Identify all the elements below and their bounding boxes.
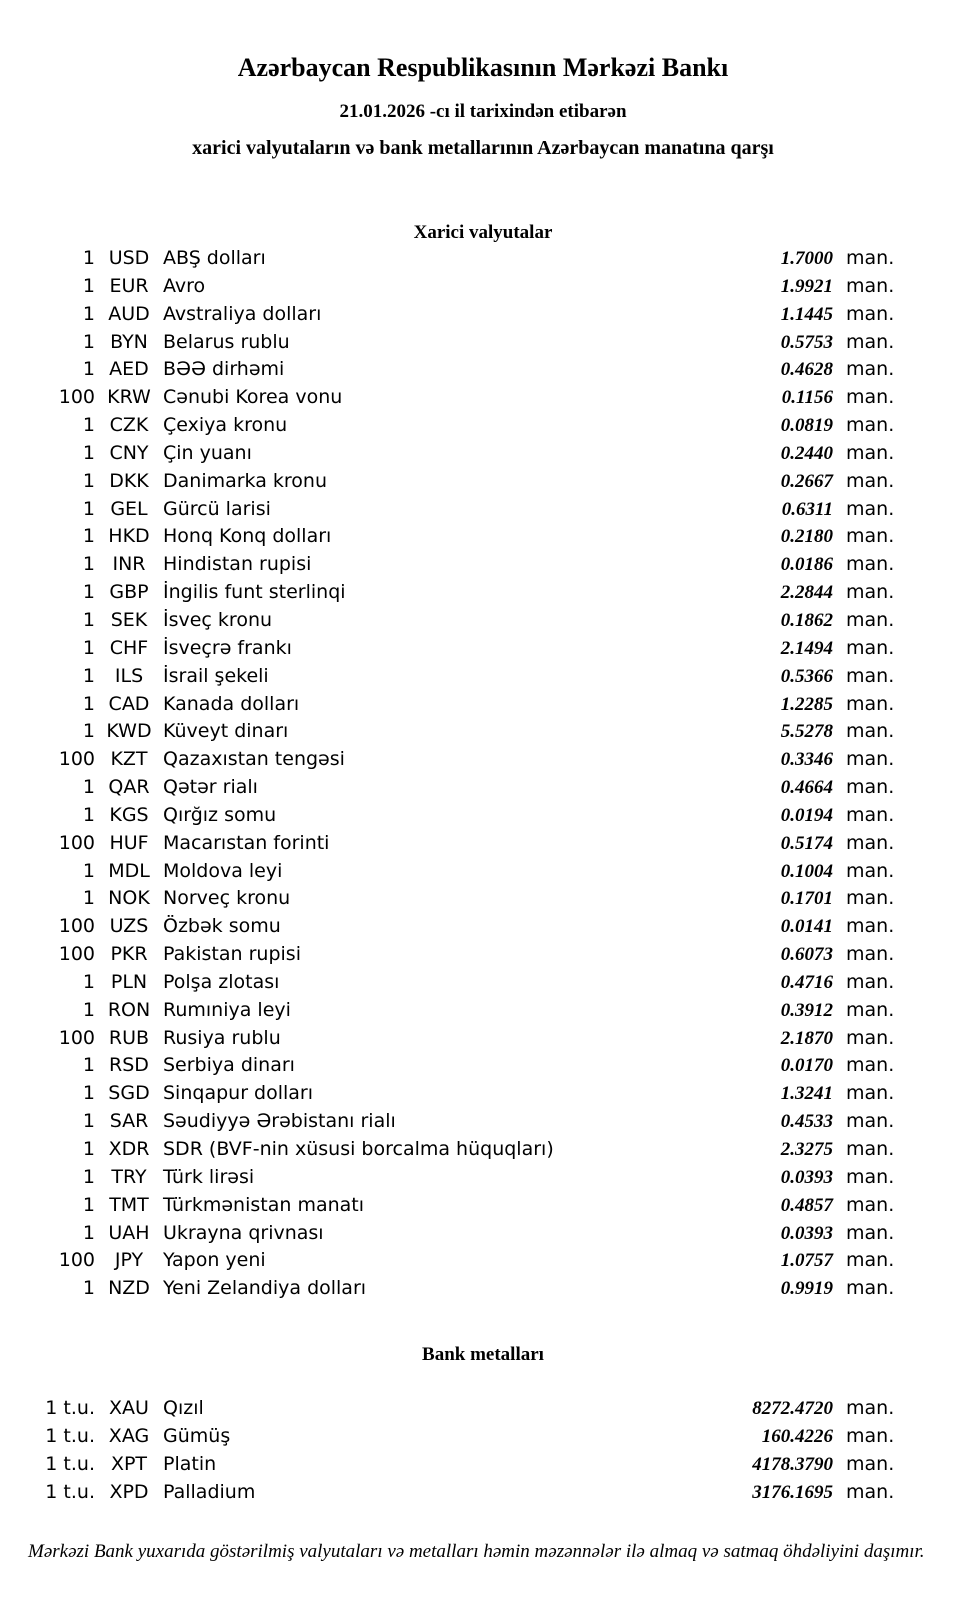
table-row <box>0 331 966 359</box>
quantity: 1 <box>82 720 95 743</box>
table-row <box>0 414 966 442</box>
quantity: 1 <box>82 497 95 520</box>
currency-name: Türk lirəsi <box>163 1165 255 1188</box>
quantity: 1 t.u. <box>45 1424 95 1447</box>
currency-code: XPD <box>109 1480 149 1503</box>
table-row <box>0 832 966 860</box>
currency-name: Avstraliya dolları <box>163 302 322 325</box>
currency-code: UAH <box>108 1221 150 1244</box>
table-row <box>0 1194 966 1222</box>
currency-name: Polşa zlotası <box>163 970 280 993</box>
unit-label: man. <box>846 386 895 409</box>
rate-value: 8272.4720 <box>752 1398 833 1420</box>
rate-value: 0.2440 <box>780 442 833 464</box>
currency-name: Norveç kronu <box>163 887 291 910</box>
quantity: 1 <box>82 1110 95 1133</box>
rate-value: 4178.3790 <box>752 1453 833 1475</box>
table-row <box>0 275 966 303</box>
currency-name: Serbiya dinarı <box>163 1054 295 1077</box>
currency-code: XPT <box>110 1452 148 1475</box>
currency-code: AED <box>109 358 149 381</box>
currencies-table <box>0 247 966 1305</box>
currency-code: KZT <box>110 748 148 771</box>
table-row <box>0 776 966 804</box>
currency-name: Özbək somu <box>163 915 281 938</box>
unit-label: man. <box>846 469 895 492</box>
quantity: 1 <box>82 636 95 659</box>
currency-code: AUD <box>108 302 150 325</box>
currency-code: EUR <box>109 274 149 297</box>
quantity: 1 <box>82 803 95 826</box>
currency-code: JPY <box>114 1249 144 1272</box>
table-row <box>0 693 966 721</box>
rate-value: 0.1862 <box>780 609 833 631</box>
quantity: 1 <box>82 776 95 799</box>
table-row <box>0 470 966 498</box>
currency-code: XAG <box>108 1424 150 1447</box>
currency-code: DKK <box>109 469 149 492</box>
currency-name: Çexiya kronu <box>163 414 288 437</box>
currency-name: Palladium <box>163 1480 256 1503</box>
table-row <box>0 943 966 971</box>
table-row <box>0 581 966 609</box>
currency-code: USD <box>108 247 150 269</box>
quantity: 1 <box>82 887 95 910</box>
table-row <box>0 665 966 693</box>
rate-value: 0.5174 <box>780 832 833 854</box>
table-row <box>0 971 966 999</box>
currency-code: SGD <box>108 1082 150 1105</box>
table-row <box>0 1277 966 1305</box>
currency-name: İngilis funt sterlinqi <box>163 581 346 604</box>
table-row <box>0 1397 966 1425</box>
unit-label: man. <box>846 692 895 715</box>
rate-value: 2.1494 <box>780 637 833 659</box>
unit-label: man. <box>846 1082 895 1105</box>
rate-value: 0.1156 <box>781 387 833 409</box>
currency-name: Yapon yeni <box>163 1249 266 1272</box>
currency-name: Moldova leyi <box>163 859 283 882</box>
table-row <box>0 1027 966 1055</box>
unit-label: man. <box>846 1480 895 1503</box>
unit-label: man. <box>846 998 895 1021</box>
currency-name: Macarıstan forinti <box>163 831 330 854</box>
table-row <box>0 358 966 386</box>
currency-name: Hindistan rupisi <box>163 553 312 576</box>
currency-code: RON <box>107 998 151 1021</box>
unit-label: man. <box>846 776 895 799</box>
currency-code: KRW <box>107 386 151 409</box>
currency-code: CAD <box>108 692 150 715</box>
quantity: 1 <box>82 608 95 631</box>
currency-code: HKD <box>108 525 150 548</box>
currency-name: Rusiya rublu <box>163 1026 281 1049</box>
unit-label: man. <box>846 414 895 437</box>
currency-name: Çin yuanı <box>163 441 252 464</box>
rate-value: 0.5366 <box>780 665 833 687</box>
rate-value: 0.6311 <box>781 498 833 520</box>
page-subtitle: xarici valyutaların və bank metallarının Azərbaycan manatına qarşı <box>192 137 774 159</box>
quantity: 100 <box>58 1026 95 1049</box>
currency-code: RSD <box>109 1054 149 1077</box>
rate-value: 0.0819 <box>780 415 833 437</box>
unit-label: man. <box>846 1193 895 1216</box>
quantity: 1 t.u. <box>45 1397 95 1420</box>
currency-name: Gürcü larisi <box>163 497 271 520</box>
rate-value: 0.4716 <box>780 971 833 993</box>
currency-code: BYN <box>110 330 148 353</box>
unit-label: man. <box>846 664 895 687</box>
unit-label: man. <box>846 943 895 966</box>
currency-name: Honq Konq dolları <box>163 525 332 548</box>
currency-code: CNY <box>109 441 149 464</box>
table-row <box>0 1110 966 1138</box>
currencies-section-title: Xarici valyutalar <box>413 222 553 243</box>
rate-value: 0.2667 <box>780 470 833 492</box>
currency-code: GEL <box>110 497 148 520</box>
rate-value: 0.5753 <box>780 331 833 353</box>
currency-code: XDR <box>108 1138 150 1160</box>
quantity: 1 <box>82 441 95 464</box>
currency-code: CHF <box>109 636 149 659</box>
rate-value: 0.4533 <box>780 1111 833 1133</box>
table-row <box>0 442 966 470</box>
rate-value: 1.0757 <box>780 1250 833 1272</box>
quantity: 1 <box>82 970 95 993</box>
table-row <box>0 1054 966 1082</box>
unit-label: man. <box>846 1397 895 1420</box>
currency-name: Yeni Zelandiya dolları <box>163 1277 367 1300</box>
unit-label: man. <box>846 859 895 882</box>
unit-label: man. <box>846 525 895 548</box>
currency-name: BƏƏ dirhəmi <box>163 358 285 381</box>
rate-value: 0.4664 <box>780 777 833 799</box>
disclaimer-note: Mərkəzi Bank yuxarıda göstərilmiş valyutaları və metalları həmin məzənnələr ilə almaq və satmaq öhdəliyini daşımır. <box>28 1541 925 1563</box>
rate-value: 0.0393 <box>780 1222 833 1244</box>
rate-value: 3176.1695 <box>752 1481 833 1503</box>
currency-name: Belarus rublu <box>163 330 290 353</box>
currency-name: ABŞ dolları <box>163 247 266 269</box>
rate-value: 0.0186 <box>780 554 833 576</box>
quantity: 100 <box>58 915 95 938</box>
currency-name: Qırğız somu <box>163 803 277 826</box>
currency-name: Küveyt dinarı <box>163 720 289 743</box>
rate-value: 2.2844 <box>780 582 833 604</box>
quantity: 1 t.u. <box>45 1452 95 1475</box>
rate-value: 0.4857 <box>780 1194 833 1216</box>
quantity: 1 <box>82 525 95 548</box>
table-row <box>0 637 966 665</box>
quantity: 1 <box>82 998 95 1021</box>
quantity: 1 <box>82 1082 95 1105</box>
currency-name: Rumıniya leyi <box>163 998 291 1021</box>
page-title: Azərbaycan Respublikasının Mərkəzi Bankı <box>237 53 729 82</box>
rate-value: 0.0170 <box>780 1055 833 1077</box>
unit-label: man. <box>846 887 895 910</box>
currency-code: KWD <box>106 720 152 743</box>
unit-label: man. <box>846 831 895 854</box>
currency-name: Danimarka kronu <box>163 469 328 492</box>
currency-name: Qızıl <box>163 1397 204 1420</box>
rate-value: 0.4628 <box>780 359 833 381</box>
table-row <box>0 553 966 581</box>
table-row <box>0 386 966 414</box>
quantity: 100 <box>58 943 95 966</box>
rate-value: 1.1445 <box>780 303 833 325</box>
rate-value: 0.6073 <box>780 944 833 966</box>
currency-name: Türkmənistan manatı <box>163 1193 365 1216</box>
rate-value: 160.4226 <box>761 1425 833 1447</box>
rate-value: 1.2285 <box>780 693 833 715</box>
currency-name: Pakistan rupisi <box>163 943 301 966</box>
table-row <box>0 720 966 748</box>
unit-label: man. <box>846 358 895 381</box>
quantity: 1 <box>82 553 95 576</box>
quantity: 1 <box>82 302 95 325</box>
rate-value: 0.0141 <box>780 916 833 938</box>
unit-label: man. <box>846 915 895 938</box>
unit-label: man. <box>846 1277 895 1300</box>
metals-table <box>0 1397 966 1508</box>
currency-code: SEK <box>110 608 148 631</box>
currency-code: CZK <box>109 414 149 437</box>
currency-name: SDR (BVF-nin xüsusi borcalma hüquqları) <box>163 1138 554 1160</box>
currency-code: GBP <box>109 581 149 604</box>
currency-code: PKR <box>110 943 148 966</box>
unit-label: man. <box>846 441 895 464</box>
quantity: 100 <box>58 1249 95 1272</box>
table-row <box>0 1249 966 1277</box>
table-row <box>0 804 966 832</box>
currency-code: MDL <box>108 859 150 882</box>
unit-label: man. <box>846 553 895 576</box>
currency-name: İsveç kronu <box>163 608 273 631</box>
currency-code: HUF <box>109 831 149 854</box>
quantity: 100 <box>58 831 95 854</box>
currency-code: ILS <box>114 664 144 687</box>
currency-code: TMT <box>109 1193 149 1216</box>
unit-label: man. <box>846 1249 895 1272</box>
rate-value: 2.1870 <box>780 1027 833 1049</box>
metals-section-title: Bank metalları <box>422 1344 544 1366</box>
currency-code: NOK <box>108 887 150 910</box>
table-row <box>0 1138 966 1166</box>
quantity: 1 <box>82 1054 95 1077</box>
currency-name: Kanada dolları <box>163 692 300 715</box>
rate-value: 0.9919 <box>780 1278 833 1300</box>
quantity: 1 <box>82 1193 95 1216</box>
rate-value: 2.3275 <box>780 1139 833 1160</box>
unit-label: man. <box>846 608 895 631</box>
currency-name: Qətər rialı <box>163 776 258 799</box>
unit-label: man. <box>846 636 895 659</box>
unit-label: man. <box>846 720 895 743</box>
quantity: 1 <box>82 274 95 297</box>
currency-name: Qazaxıstan tengəsi <box>163 748 345 771</box>
currency-name: Cənubi Korea vonu <box>163 386 343 409</box>
quantity: 1 <box>82 1165 95 1188</box>
unit-label: man. <box>846 1026 895 1049</box>
table-row <box>0 1453 966 1481</box>
unit-label: man. <box>846 1452 895 1475</box>
table-row <box>0 887 966 915</box>
quantity: 1 <box>82 358 95 381</box>
table-row <box>0 303 966 331</box>
quantity: 1 <box>82 581 95 604</box>
unit-label: man. <box>846 581 895 604</box>
unit-label: man. <box>846 748 895 771</box>
quantity: 100 <box>58 386 95 409</box>
currency-name: Sinqapur dolları <box>163 1082 314 1105</box>
currency-code: SAR <box>109 1110 149 1133</box>
currency-code: QAR <box>108 776 150 799</box>
table-row <box>0 1425 966 1453</box>
currency-name: İsveçrə frankı <box>163 636 292 659</box>
currency-code: KGS <box>109 803 149 826</box>
rate-value: 0.3346 <box>780 749 833 771</box>
table-row <box>0 247 966 275</box>
unit-label: man. <box>846 970 895 993</box>
currency-code: RUB <box>108 1026 150 1049</box>
rate-value: 0.0194 <box>780 804 833 826</box>
currency-code: TRY <box>111 1165 147 1188</box>
quantity: 1 <box>82 859 95 882</box>
currency-name: Ukrayna qrivnası <box>163 1221 324 1244</box>
table-row <box>0 1481 966 1509</box>
unit-label: man. <box>846 1165 895 1188</box>
quantity: 1 <box>82 330 95 353</box>
table-row <box>0 748 966 776</box>
table-row <box>0 860 966 888</box>
table-row <box>0 915 966 943</box>
unit-label: man. <box>846 1221 895 1244</box>
rate-value: 1.9921 <box>780 275 833 297</box>
rate-value: 0.3912 <box>780 999 833 1021</box>
currency-name: Səudiyyə Ərəbistanı rialı <box>163 1110 396 1133</box>
currency-code: XAU <box>109 1397 149 1420</box>
quantity: 1 t.u. <box>45 1480 95 1503</box>
unit-label: man. <box>846 803 895 826</box>
unit-label: man. <box>846 247 895 269</box>
unit-label: man. <box>846 1424 895 1447</box>
quantity: 1 <box>82 1138 95 1160</box>
currency-code: NZD <box>108 1277 150 1300</box>
rate-value: 0.2180 <box>780 526 833 548</box>
table-row <box>0 1082 966 1110</box>
table-row <box>0 525 966 553</box>
currency-name: Platin <box>163 1452 217 1475</box>
unit-label: man. <box>846 330 895 353</box>
table-row <box>0 609 966 637</box>
quantity: 1 <box>82 469 95 492</box>
rate-value: 0.1701 <box>780 888 833 910</box>
currency-name: Gümüş <box>163 1424 231 1447</box>
quantity: 1 <box>82 692 95 715</box>
quantity: 1 <box>82 664 95 687</box>
quantity: 1 <box>82 1221 95 1244</box>
quantity: 1 <box>82 247 95 269</box>
rate-value: 1.3241 <box>780 1083 833 1105</box>
rate-value: 0.0393 <box>780 1166 833 1188</box>
table-row <box>0 498 966 526</box>
unit-label: man. <box>846 1110 895 1133</box>
rate-value: 0.1004 <box>780 860 833 882</box>
currency-code: PLN <box>110 970 148 993</box>
currency-name: İsrail şekeli <box>163 664 269 687</box>
rate-value: 1.7000 <box>780 248 833 269</box>
unit-label: man. <box>846 302 895 325</box>
table-row <box>0 1222 966 1250</box>
currency-code: UZS <box>109 915 149 938</box>
quantity: 1 <box>82 414 95 437</box>
quantity: 1 <box>82 1277 95 1300</box>
unit-label: man. <box>846 1138 895 1160</box>
table-row <box>0 999 966 1027</box>
unit-label: man. <box>846 497 895 520</box>
quantity: 100 <box>58 748 95 771</box>
currency-name: Avro <box>163 274 206 297</box>
unit-label: man. <box>846 274 895 297</box>
unit-label: man. <box>846 1054 895 1077</box>
rate-value: 5.5278 <box>780 721 833 743</box>
currency-code: INR <box>112 553 146 576</box>
effective-date-line: 21.01.2026 -cı il tarixindən etibarən <box>339 101 627 122</box>
table-row <box>0 1166 966 1194</box>
